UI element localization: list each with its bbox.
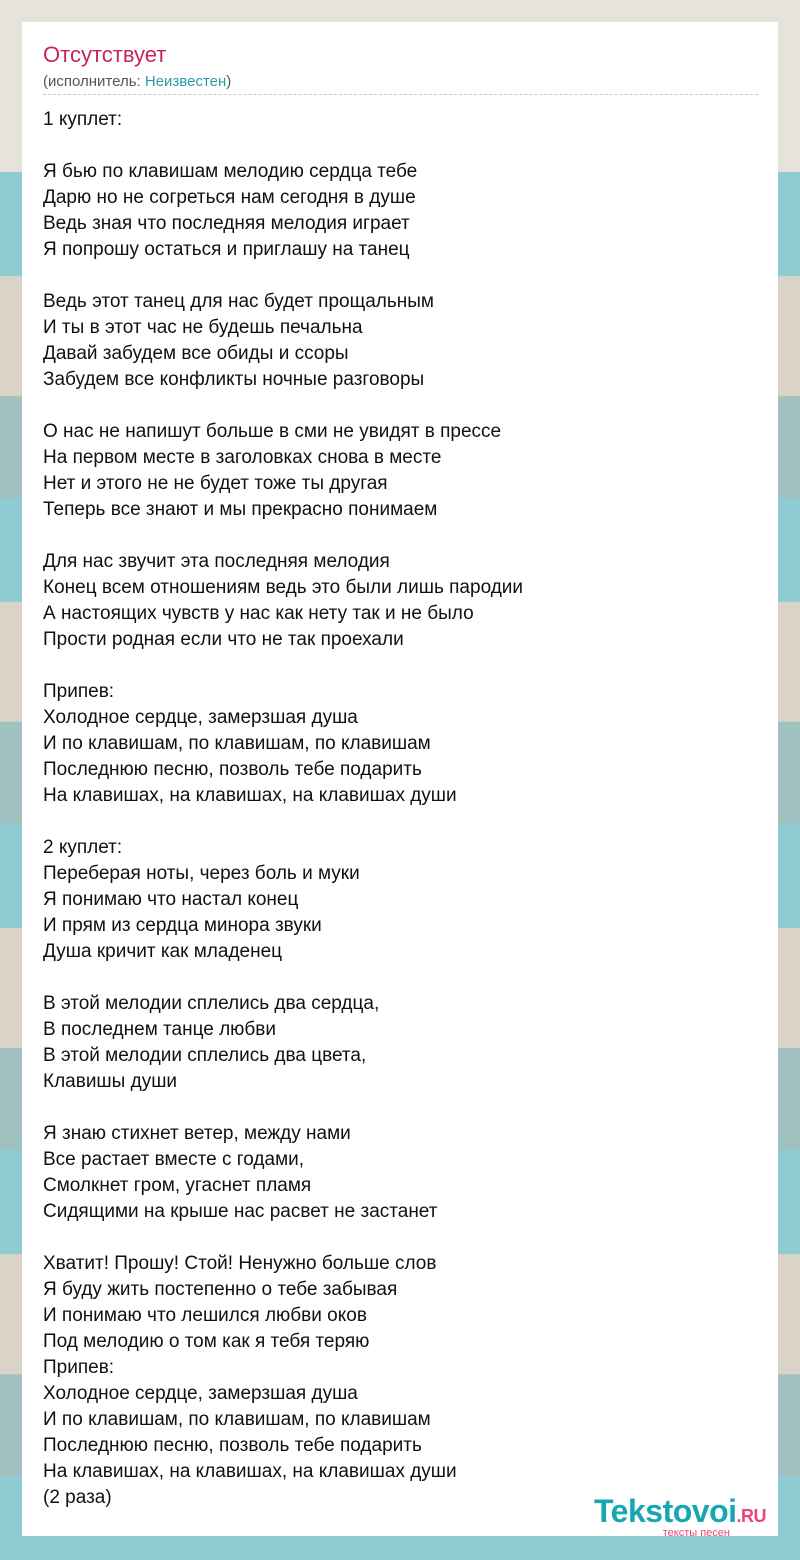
lyric-line: Прости родная если что не так проехали <box>43 629 404 650</box>
lyric-line: Припев: <box>43 681 115 702</box>
lyric-line: Переберая ноты, через боль и муки <box>43 863 360 884</box>
lyric-line <box>43 523 758 549</box>
lyric-line: Все растает вместе с годами, <box>43 1149 305 1170</box>
lyric-line <box>43 1095 758 1121</box>
logo-tld: .RU <box>736 1506 766 1526</box>
lyric-line <box>43 393 758 419</box>
lyric-line: Хватит! Прошу! Стой! Ненужно больше слов <box>43 1253 437 1274</box>
lyric-line: Смолкнет гром, угаснет пламя <box>43 1175 312 1196</box>
lyrics-text <box>43 107 758 1511</box>
lyric-line: На клавишах, на клавишах, на клавишах души <box>43 1461 457 1482</box>
lyric-line: В этой мелодии сплелись два сердца, <box>43 993 380 1014</box>
lyric-line: В этой мелодии сплелись два цвета, <box>43 1045 367 1066</box>
lyric-line <box>43 809 758 835</box>
lyric-line: Давай забудем все обиды и ссоры <box>43 343 349 364</box>
lyric-line: Нет и этого не не будет тоже ты другая <box>43 473 388 494</box>
song-title: Отсутствует <box>43 42 167 67</box>
logo-wordmark <box>594 1493 766 1530</box>
artist-prefix: (исполнитель: <box>43 73 145 90</box>
artist-link[interactable]: Неизвестен <box>144 73 227 90</box>
lyric-line: (2 раза) <box>43 1487 112 1508</box>
lyric-line: Конец всем отношениям ведь это были лишь пародии <box>43 577 524 598</box>
lyric-line: 1 куплет: <box>43 109 123 130</box>
site-logo[interactable] <box>556 1493 766 1541</box>
lyric-line: Сидящими на крыше нас расвет не застанет <box>43 1201 438 1222</box>
lyric-line: И по клавишам, по клавишам, по клавишам <box>43 733 431 754</box>
lyric-line: Душа кричит как младенец <box>43 941 283 962</box>
lyric-line: И ты в этот час не будешь печальна <box>43 317 363 338</box>
lyric-line: Я бью по клавишам мелодию сердца тебе <box>43 161 418 182</box>
lyric-line: Холодное сердце, замерзшая душа <box>43 1383 358 1404</box>
lyric-line: Последнюю песню, позволь тебе подарить <box>43 759 422 780</box>
artist-suffix: ) <box>226 73 232 90</box>
lyric-line: Забудем все конфликты ночные разговоры <box>43 369 425 390</box>
logo-tagline: тексты песен <box>662 1527 730 1539</box>
lyric-line: Под мелодию о том как я тебя теряю <box>43 1331 370 1352</box>
lyric-line <box>43 133 758 159</box>
lyric-line: И прям из сердца минора звуки <box>43 915 322 936</box>
lyric-line: А настоящих чувств у нас как нету так и не было <box>43 603 474 624</box>
lyric-line <box>43 263 758 289</box>
lyric-line: Клавишы души <box>43 1071 178 1092</box>
lyric-line: Я понимаю что настал конец <box>43 889 299 910</box>
lyric-line: Ведь этот танец для нас будет прощальным <box>43 291 434 312</box>
lyric-line: Последнюю песню, позволь тебе подарить <box>43 1435 422 1456</box>
title-divider <box>43 94 758 95</box>
lyric-line: О нас не напишут больше в сми не увидят в прессе <box>43 421 502 442</box>
lyric-line <box>43 1225 758 1251</box>
lyric-line: И понимаю что лешился любви оков <box>43 1305 367 1326</box>
lyric-line: Я буду жить постепенно о тебе забывая <box>43 1279 398 1300</box>
lyric-line: Для нас звучит эта последняя мелодия <box>43 551 390 572</box>
lyric-line: И по клавишам, по клавишам, по клавишам <box>43 1409 431 1430</box>
lyric-line: В последнем танце любви <box>43 1019 277 1040</box>
lyric-line: На клавишах, на клавишах, на клавишах души <box>43 785 457 806</box>
song-subtitle <box>43 72 758 92</box>
lyric-line: Припев: <box>43 1357 115 1378</box>
lyric-line: Я попрошу остаться и приглашу на танец <box>43 239 410 260</box>
lyric-line: Ведь зная что последняя мелодия играет <box>43 213 410 234</box>
lyric-line <box>43 653 758 679</box>
lyric-line: Я знаю стихнет ветер, между нами <box>43 1123 351 1144</box>
lyric-line: Теперь все знают и мы прекрасно понимаем <box>43 499 438 520</box>
lyric-line: На первом месте в заголовках снова в месте <box>43 447 442 468</box>
lyric-line: 2 куплет: <box>43 837 123 858</box>
lyrics-card <box>22 22 778 1536</box>
lyric-line: Дарю но не согреться нам сегодня в душе <box>43 187 416 208</box>
lyric-line <box>43 965 758 991</box>
logo-name: Tekstovoi <box>594 1493 737 1529</box>
lyric-line: Холодное сердце, замерзшая душа <box>43 707 358 728</box>
